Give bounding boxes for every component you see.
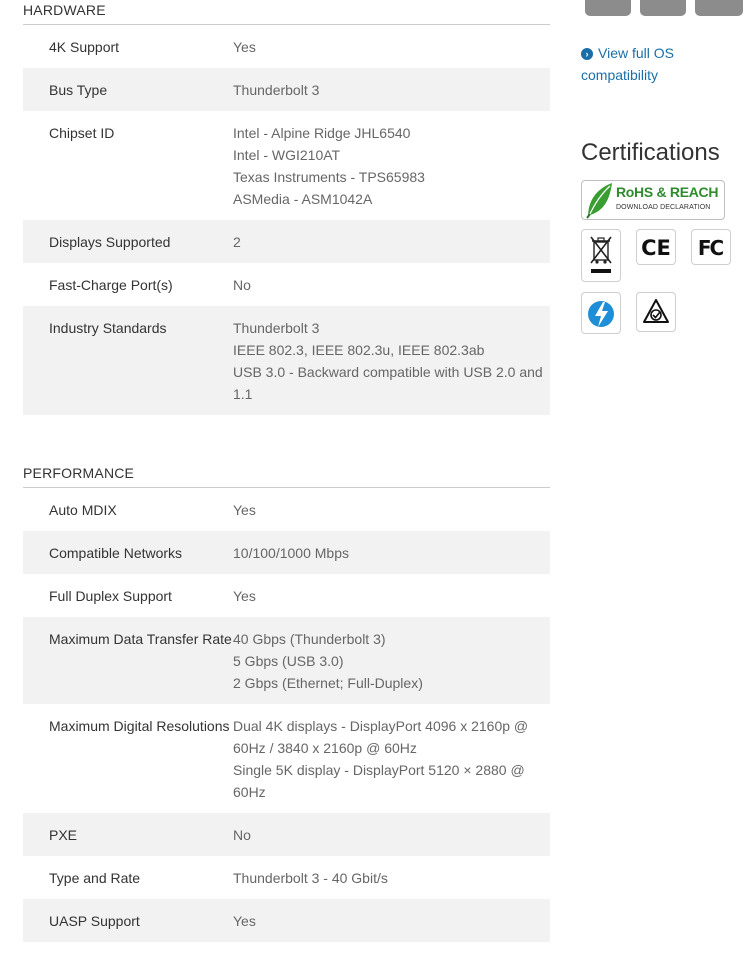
spec-value bbox=[233, 715, 550, 803]
fcc-mark-icon bbox=[692, 230, 730, 264]
top-button-2[interactable] bbox=[640, 0, 686, 16]
table-row bbox=[23, 617, 550, 704]
spec-label: Compatible Networks bbox=[49, 545, 183, 561]
section-title: PERFORMANCE bbox=[23, 465, 550, 488]
rohs-title: RoHS & REACH bbox=[616, 184, 719, 200]
weee-bin-icon bbox=[581, 229, 621, 282]
spec-value bbox=[233, 231, 550, 253]
spec-value-line: 40 Gbps (Thunderbolt 3) bbox=[233, 631, 386, 647]
spec-value bbox=[233, 542, 550, 564]
table-row bbox=[23, 111, 550, 220]
spec-value bbox=[233, 122, 550, 210]
os-link-label: View full OS compatibility bbox=[581, 45, 674, 83]
ce-mark-icon bbox=[637, 230, 675, 264]
chevron-right-icon: › bbox=[581, 48, 593, 60]
spec-value-line: Single 5K display - DisplayPort 5120 × 2880 @ 60Hz bbox=[233, 762, 525, 800]
spec-value bbox=[233, 79, 550, 101]
table-row bbox=[23, 488, 550, 531]
spec-value-line: Texas Instruments - TPS65983 bbox=[233, 169, 425, 185]
spec-value-line: Dual 4K displays - DisplayPort 4096 x 2160p @ 60Hz / 3840 x 2160p @ 60Hz bbox=[233, 718, 529, 756]
spec-value-line: Intel - WGI210AT bbox=[233, 147, 341, 163]
rohs-subtitle: DOWNLOAD DECLARATION bbox=[616, 204, 711, 211]
ce-mark-text: CE bbox=[641, 236, 671, 260]
spec-value bbox=[233, 499, 550, 521]
spec-value-line: Thunderbolt 3 - 40 Gbit/s bbox=[233, 870, 388, 886]
spec-value bbox=[233, 910, 550, 932]
section-title: HARDWARE bbox=[23, 2, 550, 25]
spec-label: UASP Support bbox=[49, 913, 140, 929]
spec-value bbox=[233, 824, 550, 846]
spec-label: PXE bbox=[49, 827, 78, 843]
table-row bbox=[23, 263, 550, 306]
table-row bbox=[23, 704, 550, 813]
spec-value bbox=[233, 317, 550, 405]
spec-value-line: Yes bbox=[233, 502, 256, 518]
section-hardware bbox=[23, 2, 550, 415]
rcm-mark-badge bbox=[636, 292, 676, 332]
table-row bbox=[23, 574, 550, 617]
spec-label: Displays Supported bbox=[49, 234, 171, 250]
top-buttons bbox=[585, 0, 743, 16]
spec-table bbox=[23, 488, 550, 942]
spec-value bbox=[233, 36, 550, 58]
rohs-reach-badge[interactable] bbox=[581, 180, 725, 220]
fcc-mark-badge bbox=[691, 229, 731, 265]
specs-panel bbox=[23, 0, 550, 942]
spec-value-line: No bbox=[233, 277, 251, 293]
table-row bbox=[23, 25, 550, 68]
top-button-3[interactable] bbox=[695, 0, 743, 16]
spec-table bbox=[23, 25, 550, 415]
table-row bbox=[23, 68, 550, 111]
table-row bbox=[23, 813, 550, 856]
os-compatibility-link[interactable] bbox=[581, 42, 731, 86]
spec-value-line: ASMedia - ASM1042A bbox=[233, 191, 373, 207]
section-performance bbox=[23, 465, 550, 942]
spec-value bbox=[233, 628, 550, 694]
rcm-mark-icon bbox=[637, 293, 675, 331]
spec-value bbox=[233, 274, 550, 296]
spec-value-line: 5 Gbps (USB 3.0) bbox=[233, 653, 344, 669]
spec-label: Full Duplex Support bbox=[49, 588, 172, 604]
table-row bbox=[23, 531, 550, 574]
top-button-1[interactable] bbox=[585, 0, 631, 16]
spec-label: 4K Support bbox=[49, 39, 120, 55]
spec-label: Auto MDIX bbox=[49, 502, 117, 518]
table-row bbox=[23, 220, 550, 263]
spec-value-line: IEEE 802.3, IEEE 802.3u, IEEE 802.3ab bbox=[233, 342, 485, 358]
table-row bbox=[23, 306, 550, 415]
leaf-icon bbox=[584, 181, 616, 219]
thunderbolt-badge bbox=[581, 292, 621, 334]
spec-value-line: 10/100/1000 Mbps bbox=[233, 545, 349, 561]
spec-value bbox=[233, 585, 550, 607]
spec-value-line: USB 3.0 - Backward compatible with USB 2.0 and 1.1 bbox=[233, 364, 543, 402]
spec-label: Industry Standards bbox=[49, 320, 167, 336]
spec-value-line: Intel - Alpine Ridge JHL6540 bbox=[233, 125, 411, 141]
spec-value-line: Yes bbox=[233, 39, 256, 55]
spec-label: Fast-Charge Port(s) bbox=[49, 277, 173, 293]
spec-value-line: Yes bbox=[233, 588, 256, 604]
spec-label: Type and Rate bbox=[49, 870, 141, 886]
fcc-mark-text: FC bbox=[697, 236, 723, 260]
spec-value-line: Yes bbox=[233, 913, 256, 929]
spec-value-line: 2 bbox=[233, 234, 241, 250]
spec-value-line: Thunderbolt 3 bbox=[233, 320, 320, 336]
ce-mark-badge bbox=[636, 229, 676, 265]
thunderbolt-icon bbox=[582, 293, 620, 333]
spec-value-line: No bbox=[233, 827, 251, 843]
spec-value bbox=[233, 867, 550, 889]
table-row bbox=[23, 856, 550, 899]
spec-label: Chipset ID bbox=[49, 125, 115, 141]
spec-label: Maximum Data Transfer Rate bbox=[49, 631, 232, 647]
spec-value-line: Thunderbolt 3 bbox=[233, 82, 320, 98]
spec-label: Maximum Digital Resolutions bbox=[49, 718, 230, 734]
spec-label: Bus Type bbox=[49, 82, 108, 98]
table-row bbox=[23, 899, 550, 942]
spec-value-line: 2 Gbps (Ethernet; Full-Duplex) bbox=[233, 675, 423, 691]
certifications-title: Certifications bbox=[581, 139, 720, 166]
